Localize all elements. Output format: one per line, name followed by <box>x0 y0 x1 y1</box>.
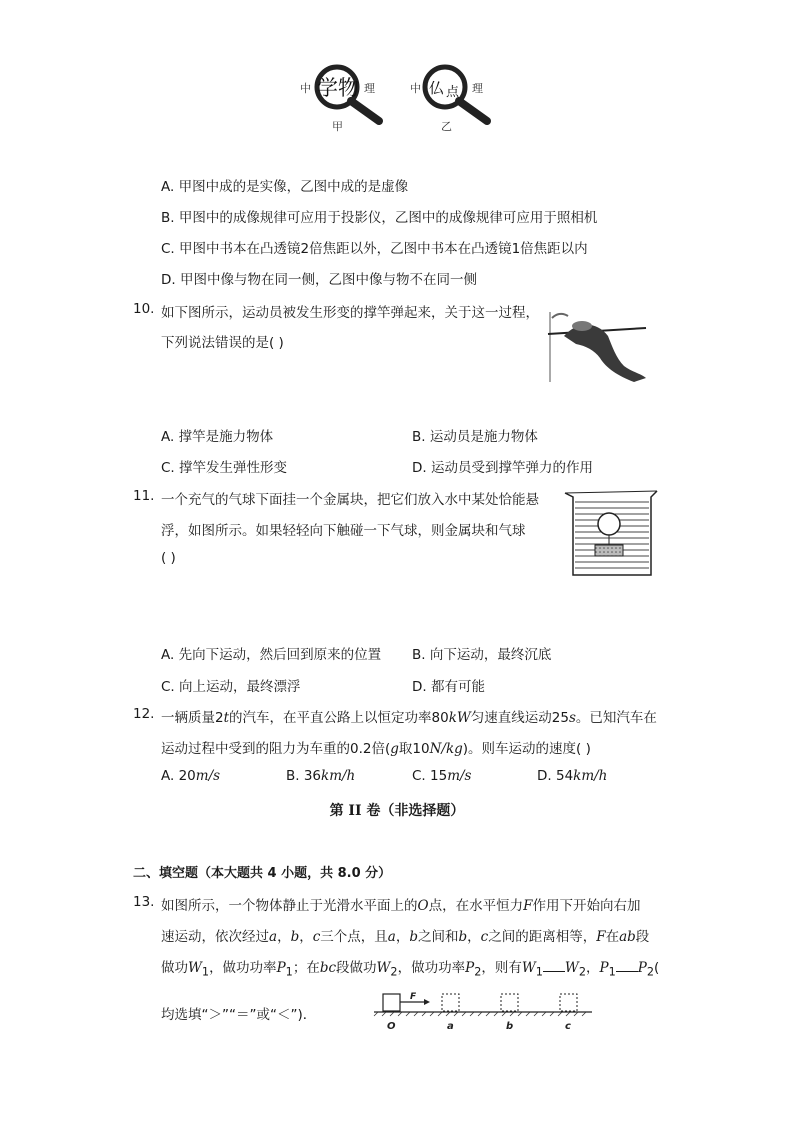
magnifier-right-icon <box>410 67 487 133</box>
lens-right-text-1: 中 <box>410 82 421 95</box>
lens-right-text-2: 理 <box>472 82 483 95</box>
q10-option-d: D. 运动员受到撑竿弹力的作用 <box>412 460 593 476</box>
magnifier-left-icon <box>300 67 379 133</box>
block-at-o <box>383 994 400 1011</box>
lens-figure <box>295 60 505 140</box>
point-b-label: b <box>506 1021 514 1032</box>
q13-number: 13. <box>133 894 155 910</box>
q9-option-b: B. 甲图中的成像规律可应用于投影仪，乙图中的成像规律可应用于照相机 <box>161 210 598 226</box>
section2-heading: 二、填空题（本大题共 4 小题，共 8.0 分） <box>133 866 392 881</box>
q10-line-1: 如下图所示，运动员被发生形变的撑竿弹起来，关于这一过程， <box>161 305 539 321</box>
q11-number: 11. <box>133 488 155 504</box>
beaker-image <box>563 487 659 579</box>
point-o-label: O <box>387 1021 396 1032</box>
q11-option-c: C. 向上运动，最终漂浮 <box>161 679 301 695</box>
lens-left-text-2: 理 <box>364 82 375 95</box>
force-label: F <box>410 992 417 1002</box>
q12-option-c: C. 15m/s <box>412 768 472 784</box>
lens-right-text-mid2: 点 <box>446 85 460 100</box>
q10-option-a: A. 撑竿是施力物体 <box>161 429 274 445</box>
q12-option-a: A. 20m/s <box>161 768 221 784</box>
q9-option-a: A. 甲图中成的是实像，乙图中成的是虚像 <box>161 179 409 195</box>
q11-line-1: 一个充气的气球下面挂一个金属块，把它们放入水中某处恰能悬 <box>161 492 539 508</box>
point-a-label: a <box>447 1021 454 1032</box>
q11-option-b: B. 向下运动，最终沉底 <box>412 647 552 663</box>
lens-left-label: 甲 <box>332 120 343 133</box>
pole-vault-image <box>546 302 650 384</box>
q12-line-1: 一辆质量2t的汽车，在平直公路上以恒定功率80kW匀速直线运动25s。已知汽车在 <box>161 710 657 726</box>
q13-line-2: 速运动，依次经过a，b，c三个点，且a，b之间和b，c之间的距离相等，F在ab段 <box>161 929 650 945</box>
q10-line-2: 下列说法错误的是( ) <box>161 335 284 351</box>
q13-blank-1[interactable] <box>543 959 565 972</box>
q12-number: 12. <box>133 706 155 722</box>
point-c-label: c <box>565 1021 571 1032</box>
q12-option-d: D. 54km/h <box>537 768 608 784</box>
q11-option-d: D. 都有可能 <box>412 679 485 695</box>
q12-line-2: 运动过程中受到的阻力为车重的0.2倍(g取10N/kg)。则车运动的速度( ) <box>161 741 591 757</box>
q9-option-d: D. 甲图中像与物在同一侧，乙图中像与物不在同一侧 <box>161 272 477 288</box>
q13-line-1: 如图所示，一个物体静止于光滑水平面上的O点，在水平恒力F作用下开始向右加 <box>161 898 641 914</box>
force-diagram <box>372 990 594 1036</box>
q10-number: 10. <box>133 301 155 317</box>
lens-left-text-1: 中 <box>300 82 311 95</box>
lens-right-text-mid: 仏 <box>429 79 445 97</box>
q12-option-b: B. 36km/h <box>286 768 356 784</box>
lens-right-label: 乙 <box>441 120 452 133</box>
q13-blank-2[interactable] <box>616 959 638 972</box>
q11-line-3: ( ) <box>161 550 176 566</box>
q10-option-b: B. 运动员是施力物体 <box>412 429 538 445</box>
q11-option-a: A. 先向下运动，然后回到原来的位置 <box>161 647 382 663</box>
q13-line-4: 均选填“＞”“＝”或“＜”)． <box>161 1007 317 1023</box>
q10-option-c: C. 撑竿发生弹性形变 <box>161 460 288 476</box>
q9-option-c: C. 甲图中书本在凸透镜2倍焦距以外，乙图中书本在凸透镜1倍焦距以内 <box>161 241 588 257</box>
lens-left-text-big: 学物 <box>317 76 359 100</box>
section-title: 第 II 卷（非选择题） <box>329 803 465 819</box>
q11-line-2: 浮，如图所示。如果轻轻向下触碰一下气球，则金属块和气球 <box>161 523 526 539</box>
q13-line-3: 做功$W_1$，做功功率$P_1$；在bc段做功$W_2$，做功功率$P_2$，则有$W_1$ $W_2$，$P_1$ $P_2$( <box>161 960 660 979</box>
